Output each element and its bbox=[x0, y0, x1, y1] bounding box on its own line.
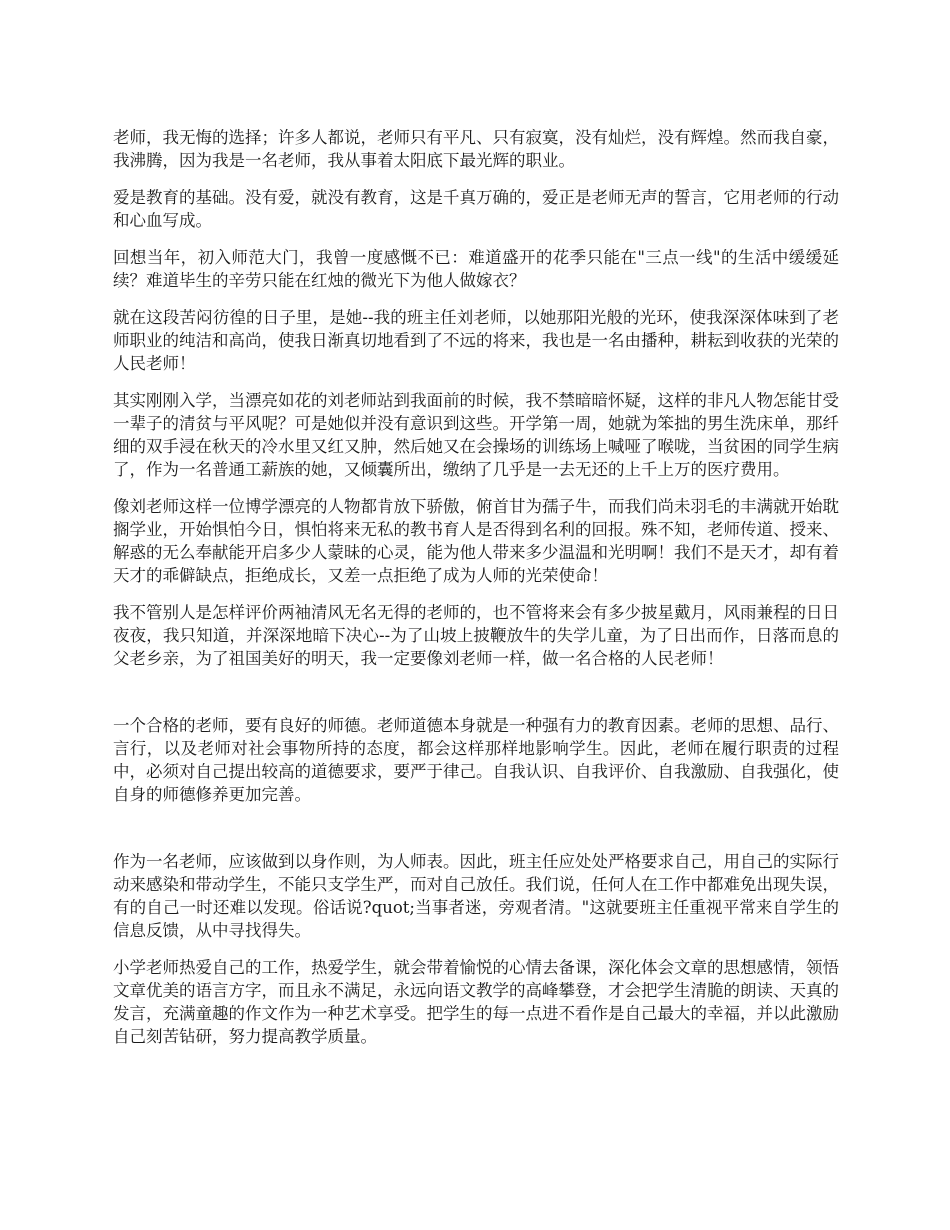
document-body bbox=[113, 126, 839, 1062]
paragraph-3: 回想当年，初入师范大门，我曾一度感慨不已：难道盛开的花季只能在"三点一线"的生活中缓缓延续？难道毕生的辛劳只能在红烛的微光下为他人做嫁衣？ bbox=[113, 248, 839, 290]
paragraph-4: 就在这段苦闷彷徨的日子里，是她--我的班主任刘老师，以她那阳光般的光环，使我深深体味到了老师职业的纯洁和高尚，使我日渐真切地看到了不远的将来，我也是一名由播种，耕耘到收获的光荣的人民老师！ bbox=[113, 308, 839, 373]
paragraph-10: 小学老师热爱自己的工作，热爱学生，就会带着愉悦的心情去备课，深化体会文章的思想感情，领悟文章优美的语言方字，而且永不满足，永远向语文教学的高峰攀登，才会把学生清脆的朗读、天真的发言，充满童趣的作文作为一种艺术享受。把学生的每一点进不看作是自己最大的幸福，并以此激励自己刻苦钻研，努力提高教学质量。 bbox=[113, 958, 839, 1046]
paragraph-7: 我不管别人是怎样评价两袖清风无名无得的老师的，也不管将来会有多少披星戴月，风雨兼程的日日夜夜，我只知道，并深深地暗下决心--为了山坡上披鞭放牛的失学儿童，为了日出而作，日落而息的父老乡亲，为了祖国美好的明天，我一定要像刘老师一样，做一名合格的人民老师！ bbox=[113, 603, 839, 668]
paragraph-9: 作为一名老师，应该做到以身作则，为人师表。因此，班主任应处处严格要求自己，用自己的实际行动来感染和带动学生，不能只支学生严，而对自己放任。我们说，任何人在工作中都难免出现失误，有的自己一时还难以发现。俗话说?quot;当事者迷，旁观者清。"这就要班主任重视平常来自学生的信息反馈，从中寻找得失。 bbox=[113, 852, 839, 940]
paragraph-5: 其实刚刚入学，当漂亮如花的刘老师站到我面前的时候，我不禁暗暗怀疑，这样的非凡人物怎能甘受一辈子的清贫与平风呢？可是她似并没有意识到这些。开学第一周，她就为笨拙的男生洗床单，那纤细的双手浸在秋天的冷水里又红又肿，然后她又在会操场的训练场上喊哑了喉咙，当贫困的同学生病了，作为一名普通工薪族的她，又倾囊所出，缴纳了几乎是一去无还的上千上万的医疗费用。 bbox=[113, 391, 839, 479]
paragraph-1: 老师，我无悔的选择；许多人都说，老师只有平凡、只有寂寞，没有灿烂，没有辉煌。然而我自豪，我沸腾，因为我是一名老师，我从事着太阳底下最光辉的职业。 bbox=[113, 128, 839, 170]
paragraph-2: 爱是教育的基础。没有爱，就没有教育，这是千真万确的，爱正是老师无声的誓言，它用老师的行动和心血写成。 bbox=[113, 188, 839, 230]
paragraph-6: 像刘老师这样一位博学漂亮的人物都肯放下骄傲，俯首甘为孺子牛，而我们尚未羽毛的丰满就开始耽搁学业，开始惧怕今日，惧怕将来无私的教书育人是否得到名利的回报。殊不知，老师传道、授来、解惑的无么奉献能开启多少人蒙昧的心灵，能为他人带来多少温温和光明啊！我们不是天才，却有着天才的乖僻缺点，拒绝成长，又差一点拒绝了成为人师的光荣使命！ bbox=[113, 497, 839, 585]
section-gap bbox=[113, 684, 839, 714]
paragraph-8: 一个合格的老师，要有良好的师德。老师道德本身就是一种强有力的教育因素。老师的思想、品行、言行，以及老师对社会事物所持的态度，都会这样那样地影响学生。因此，老师在履行职责的过程中，必须对自己提出较高的道德要求，要严于律己。自我认识、自我评价、自我激励、自我强化，使自身的师德修养更加完善。 bbox=[113, 716, 839, 804]
section-gap bbox=[113, 820, 839, 850]
